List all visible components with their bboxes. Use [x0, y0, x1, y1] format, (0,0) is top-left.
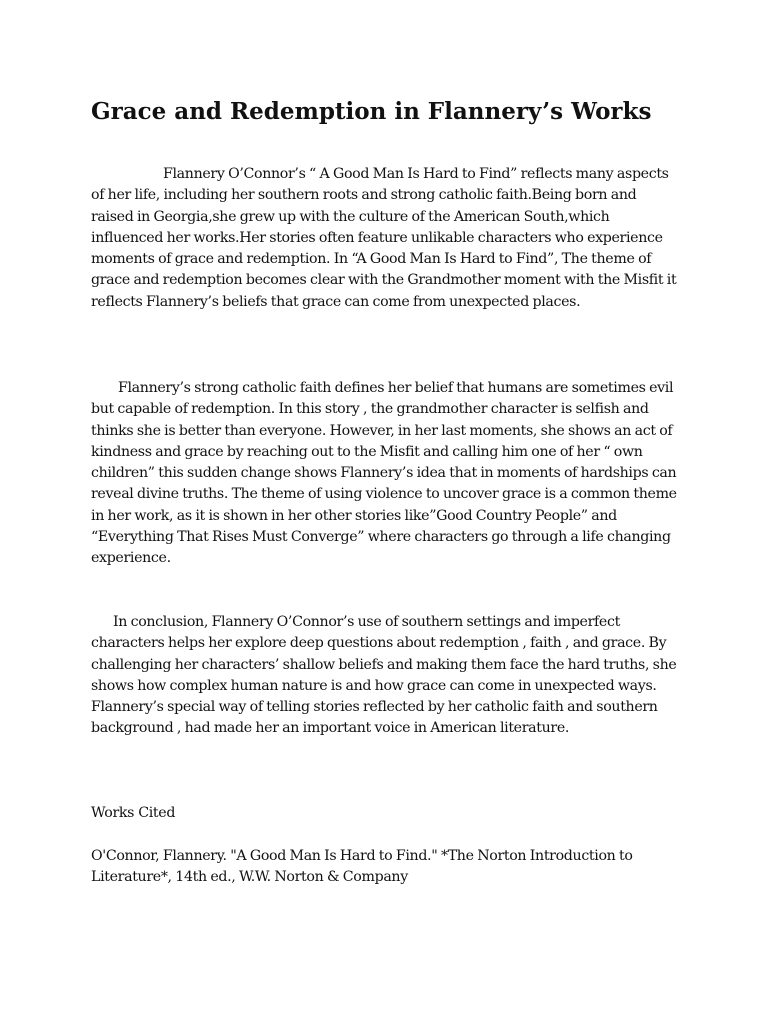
paragraph-body: Flannery’s strong catholic faith defines her belief that humans are sometimes evil but capable of redemption. In this story , the grandmother character is selfish and thinks she is better than everyone. However, in her last moments, she shows an act of kindness and grace by reaching out to the Misfit and calling him one of her “ own children” this sudden change shows Flannery’s idea that in moments of hardships can reveal divine truths. The theme of using violence to uncover grace is a common theme in her work, as it is shown in her other stories like”Good Country People” and “Everything That Rises Must Converge” where characters go through a life changing experience. [91, 380, 677, 567]
works-cited-entry: O'Connor, Flannery. "A Good Man Is Hard to Find." *The Norton Introduction to Literature*, 14th ed., W.W. Norton & Company [91, 848, 633, 886]
paragraph-introduction: Flannery O’Connor’s “ A Good Man Is Hard to Find” reflects many aspects of her life, including her southern roots and strong catholic faith.Being born and raised in Georgia,she grew up with the culture of the American South,which influenced her works.Her stories often feature unlikable characters who experience moments of grace and redemption. In “A Good Man Is Hard to Find”, The theme of grace and redemption becomes clear with the Grandmother moment with the Misfit it reflects Flannery’s beliefs that grace can come from unexpected places. [91, 166, 677, 310]
paragraph-conclusion: In conclusion, Flannery O’Connor’s use of southern settings and imperfect characters helps her explore deep questions about redemption , faith , and grace. By challenging her characters’ shallow beliefs and making them face the hard truths, she shows how complex human nature is and how grace can come in unexpected ways. Flannery’s special way of telling stories reflected by her catholic faith and southern background , had made her an important voice in American literature. [91, 614, 677, 737]
works-cited-heading: Works Cited [91, 805, 176, 821]
document-title: Grace and Redemption in Flannery’s Works [91, 98, 652, 125]
